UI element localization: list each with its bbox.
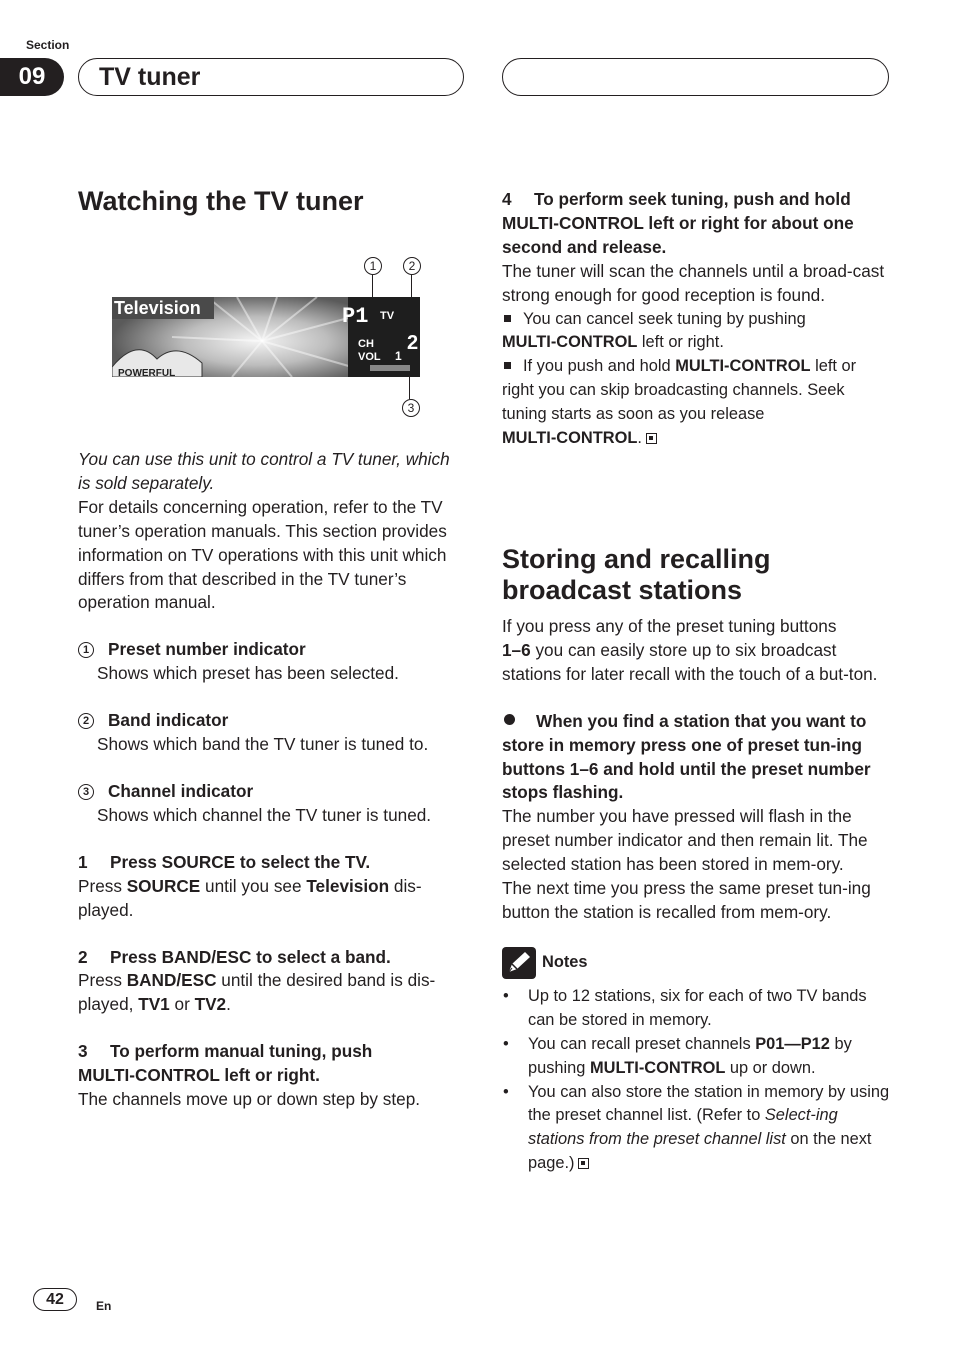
indicator-1-title: Preset number indicator [108,639,306,660]
note-item-2: • You can recall preset channels P01—P12 by pushing MULTI-CONTROL up or down. [502,1033,890,1081]
bottom-text: POWERFUL [118,368,176,377]
intro-italic: You can use this unit to control a TV tuner, which is sold separately. [78,449,450,493]
channel-value: 2 [407,332,419,354]
notes-list [502,985,890,1176]
step-4-note-1: You can cancel seek tuning by pushing [502,308,890,332]
notes-label: Notes [542,952,588,971]
step-1-title: Press SOURCE to select the TV. [110,851,371,872]
step-3-number: 3 [78,1041,88,1062]
callout-3: 3 [402,399,420,417]
notes-pencil-icon [502,947,536,979]
left-body [78,448,466,1112]
intro-text: For details concerning operation, refer to the TV tuner’s operation manuals. This section provides information on TV operations with this unit which differs from that described in the TV tuner’s operation manual. [78,496,447,613]
vol-value: 1 [395,349,402,363]
chapter-title: TV tuner [99,62,201,91]
vol-label: VOL [358,351,381,363]
display-illustration [112,255,424,420]
step-4-title-b: MULTI-CONTROL left or right for about one second and release. [502,212,854,257]
lcd-screen [112,297,420,377]
language-label: En [96,1299,112,1313]
indicator-3 [78,780,466,828]
step-3-title-b: MULTI-CONTROL left or right. [78,1065,320,1086]
right-body-top: 4 To perform seek tuning, push and hold MULTI-CONTROL left or right for about one second and release. The tuner will scan the channels until a broad-cast strong enough for good reception is found. You can cancel seek tuning by pushing MULTI-CONTROL left or right. If you push and hold MULTI-CONTROL left or right you can skip broadcasting channels. Seek tuning starts as soon as you release MULTI-CONTROL. [502,188,890,451]
note-square-icon [504,362,511,369]
step-3 [78,1040,466,1112]
empty-header-tab [502,58,889,96]
step-1-desc: Press SOURCE until you see Television dis-played. [78,875,422,920]
step-1-number: 1 [78,851,88,872]
section-number-badge: 09 [0,58,64,96]
callout-1: 1 [364,257,382,275]
end-mark-icon [646,433,657,444]
indicator-1-number: 1 [78,642,94,658]
bullet-dot-icon [504,714,515,725]
end-mark-icon [578,1158,589,1169]
section-label: Section [26,38,70,52]
indicator-1 [78,638,466,686]
indicator-2 [78,709,466,757]
indicator-3-desc: Shows which channel the TV tuner is tuned. [97,804,432,825]
storing-step: When you find a station that you want to store in memory press one of preset tun-ing buttons 1–6 and hold until the preset number stops flashing. [502,710,871,803]
note-item-1: • Up to 12 stations, six for each of two TV bands can be stored in memory. [502,985,890,1033]
indicator-1-desc: Shows which preset has been selected. [97,663,399,684]
indicator-3-title: Channel indicator [108,780,254,801]
step-4-title-a: To perform seek tuning, push and hold [534,189,851,209]
section-title-storing: Storing and recalling broadcast stations [502,544,771,605]
band-value: TV [380,310,395,322]
page-number: 42 [33,1288,77,1311]
step-1 [78,851,466,923]
ch-label: CH [358,338,374,350]
level-meter [370,365,410,371]
step-2-title: Press BAND/ESC to select a band. [110,946,391,967]
section-title-watching: Watching the TV tuner [78,186,364,216]
callout-2: 2 [403,257,421,275]
storing-intro: 1–6 you can easily store up to six broadcast stations for later recall with the touch of a but-ton. [502,639,878,684]
note-item-3: • You can also store the station in memory by using the preset channel list. (Refer to Select-ing stations from the preset channel list on the next page.) [502,1081,890,1177]
step-2-desc: Press BAND/ESC until the desired band is dis-played, TV1 or TV2. [78,970,436,1015]
note-square-icon [504,315,511,322]
step-4-note-2: If you push and hold MULTI-CONTROL left or right you can skip broadcasting channels. Seek tuning starts as soon as you release [502,357,857,424]
storing-intro-line1: If you press any of the preset tuning buttons [502,616,837,636]
indicator-3-number: 3 [78,784,94,800]
screen-text: Television [114,298,201,318]
step-3-desc: The channels move up or down step by step. [78,1089,421,1110]
step-2 [78,946,466,1018]
step-3-title-a: To perform manual tuning, push [110,1041,373,1062]
indicator-2-number: 2 [78,713,94,729]
indicator-2-desc: Shows which band the TV tuner is tuned to. [97,734,429,755]
callout-3-leader [409,375,410,399]
storing-desc-2: The next time you press the same preset tun-ing button the station is recalled from mem-ory. [502,878,871,922]
right-body-bottom [502,615,890,1176]
step-4-number: 4 [502,189,512,209]
step-2-number: 2 [78,946,88,967]
chapter-title-tab [78,58,464,96]
preset-value: P1 [342,304,369,329]
storing-desc-1: The number you have pressed will flash in the preset number indicator and then remain lit. The selected station has been stored in mem-ory. [502,806,868,875]
indicator-2-title: Band indicator [108,710,229,731]
step-4-desc: The tuner will scan the channels until a broad-cast strong enough for good reception is found. [502,260,885,305]
notes-header [502,947,890,979]
